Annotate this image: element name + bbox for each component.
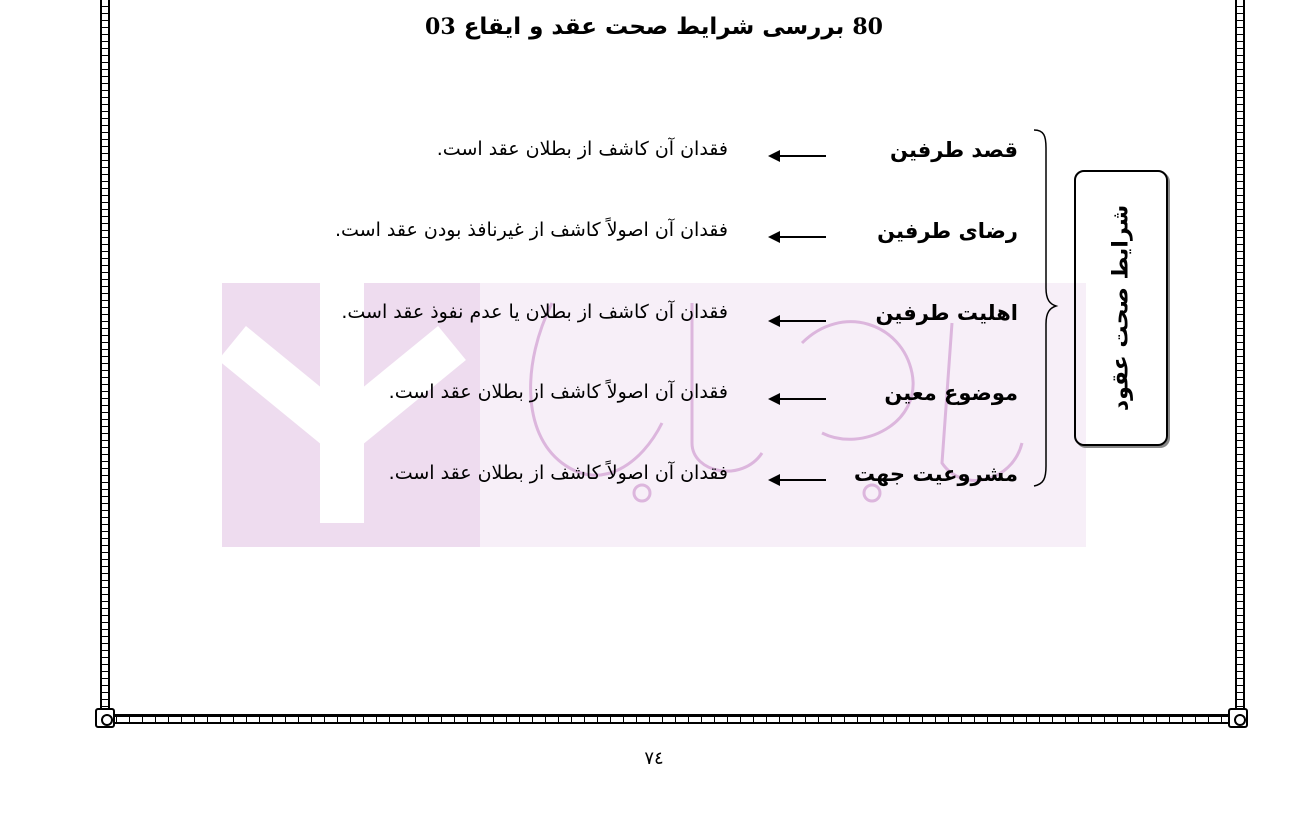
title-ornament-left-icon: 80 (852, 14, 883, 40)
arrow-left-icon (768, 315, 826, 327)
arrow-left-icon (768, 474, 826, 486)
page-frame-right (1235, 0, 1245, 722)
condition-term: رضای طرفین (877, 219, 1018, 243)
page-title (0, 14, 1308, 40)
condition-description: فقدان آن کاشف از بطلان عقد است. (436, 138, 728, 160)
condition-term: موضوع معین (884, 381, 1018, 405)
condition-description: فقدان آن اصولاً کاشف از بطلان عقد است. (388, 381, 728, 403)
arrow-left-icon (768, 150, 826, 162)
title-ornament-right-icon: 03 (425, 14, 456, 40)
frame-corner-ornament-left (95, 708, 115, 728)
title-text: بررسی شرایط صحت عقد و ایقاع (463, 14, 845, 40)
conditions-category-label: شرایط صحت عقود (1108, 204, 1134, 412)
page-frame-left (100, 0, 110, 722)
arrow-left-icon (768, 231, 826, 243)
page-frame-bottom (104, 714, 1244, 724)
condition-term: اهلیت طرفین (875, 301, 1018, 325)
frame-corner-ornament-right (1228, 708, 1248, 728)
condition-description: فقدان آن اصولاً کاشف از بطلان عقد است. (388, 462, 728, 484)
page-number: ٧٤ (644, 748, 664, 769)
condition-term: مشروعیت جهت (853, 462, 1018, 486)
condition-description: فقدان آن اصولاً کاشف از غیرنافذ بودن عقد است. (334, 219, 728, 241)
conditions-category-box (1074, 170, 1168, 446)
condition-row (0, 462, 1308, 502)
arrow-left-icon (768, 393, 826, 405)
condition-description: فقدان آن کاشف از بطلان یا عدم نفوذ عقد است. (341, 301, 728, 323)
curly-brace-icon (1030, 128, 1060, 488)
condition-term: قصد طرفین (890, 138, 1018, 162)
